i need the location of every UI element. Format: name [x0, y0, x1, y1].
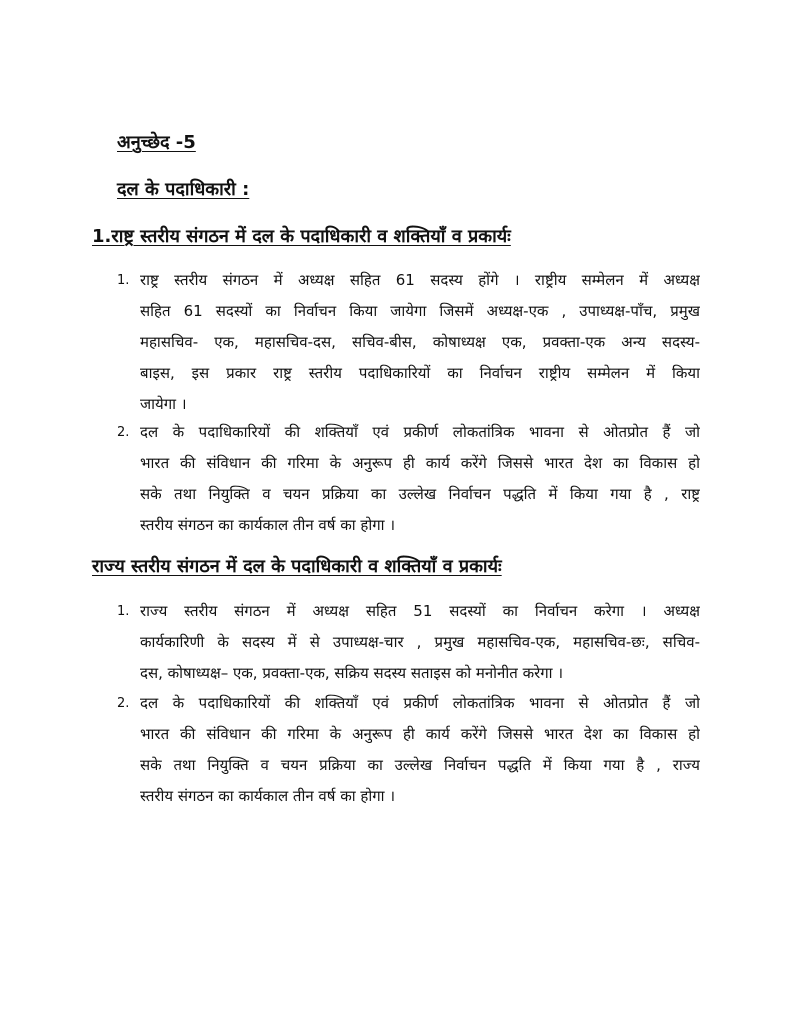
text-line: स्तरीय संगठन का कार्यकाल तीन वर्ष का होगा ।: [140, 516, 396, 534]
list-item-text: [140, 596, 700, 689]
text-line: दस, कोषाध्यक्ष– एक, प्रवक्ता-एक, सक्रिय सदस्य सताइस को मनोनीत करेगा ।: [140, 664, 564, 682]
text-line: भारत की संविधान की गरिमा के अनुरूप ही कार्य करेंगे जिससे भारत देश का विकास हो: [140, 725, 700, 743]
text-line: बाइस, इस प्रकार राष्ट्र स्तरीय पदाधिकारियों का निर्वाचन राष्ट्रीय सम्मेलन में किया: [140, 364, 700, 382]
text-line: राष्ट्र स्तरीय संगठन में अध्यक्ष सहित 61 सदस्य होंगे । राष्ट्रीय सम्मेलन में अध्यक्ष: [140, 271, 700, 289]
text-line: जायेगा ।: [140, 395, 187, 413]
article-subtitle: दल के पदाधिकारी :: [117, 179, 250, 200]
text-line: भारत की संविधान की गरिमा के अनुरूप ही कार्य करेंगे जिससे भारत देश का विकास हो: [140, 454, 700, 472]
text-line: दल के पदाधिकारियों की शक्तियाँ एवं प्रकीर्ण लोकतांत्रिक भावना से ओतप्रोत हैं जो: [140, 694, 700, 712]
list-item-text: [140, 688, 700, 812]
text-line: राज्य स्तरीय संगठन में अध्यक्ष सहित 51 सदस्यों का निर्वाचन करेगा । अध्यक्ष: [140, 602, 700, 620]
list-item-text: [140, 417, 700, 541]
text-line: कार्यकारिणी के सदस्य में से उपाध्यक्ष-चार , प्रमुख महासचिव-एक, महासचिव-छः, सचिव-: [140, 633, 700, 651]
article-title: अनुच्छेद -5: [117, 132, 196, 153]
text-line: स्तरीय संगठन का कार्यकाल तीन वर्ष का होगा ।: [140, 787, 396, 805]
text-line: सके तथा नियुक्ति व चयन प्रक्रिया का उल्लेख निर्वाचन पद्धति में किया गया है , राष्ट्र: [140, 485, 700, 503]
text-line: सके तथा नियुक्ति व चयन प्रक्रिया का उल्लेख निर्वाचन पद्धति में किया गया है , राज्य: [140, 756, 700, 774]
section-heading-national: 1.राष्ट्र स्तरीय संगठन में दल के पदाधिकारी व शक्तियाँ व प्रकार्यः: [92, 226, 511, 247]
list-item-number: 2.: [117, 696, 130, 711]
list-item-text: [140, 265, 700, 420]
text-line: महासचिव- एक, महासचिव-दस, सचिव-बीस, कोषाध्यक्ष एक, प्रवक्ता-एक अन्य सदस्य-: [140, 333, 700, 351]
section-heading-state: राज्य स्तरीय संगठन में दल के पदाधिकारी व शक्तियाँ व प्रकार्यः: [92, 556, 502, 577]
text-line: सहित 61 सदस्यों का निर्वाचन किया जायेगा जिसमें अध्यक्ष-एक , उपाध्यक्ष-पाँच, प्रमुख: [140, 302, 700, 320]
list-item-number: 2.: [117, 425, 130, 440]
text-line: दल के पदाधिकारियों की शक्तियाँ एवं प्रकीर्ण लोकतांत्रिक भावना से ओतप्रोत हैं जो: [140, 423, 700, 441]
list-item-number: 1.: [117, 604, 130, 619]
list-item-number: 1.: [117, 273, 130, 288]
